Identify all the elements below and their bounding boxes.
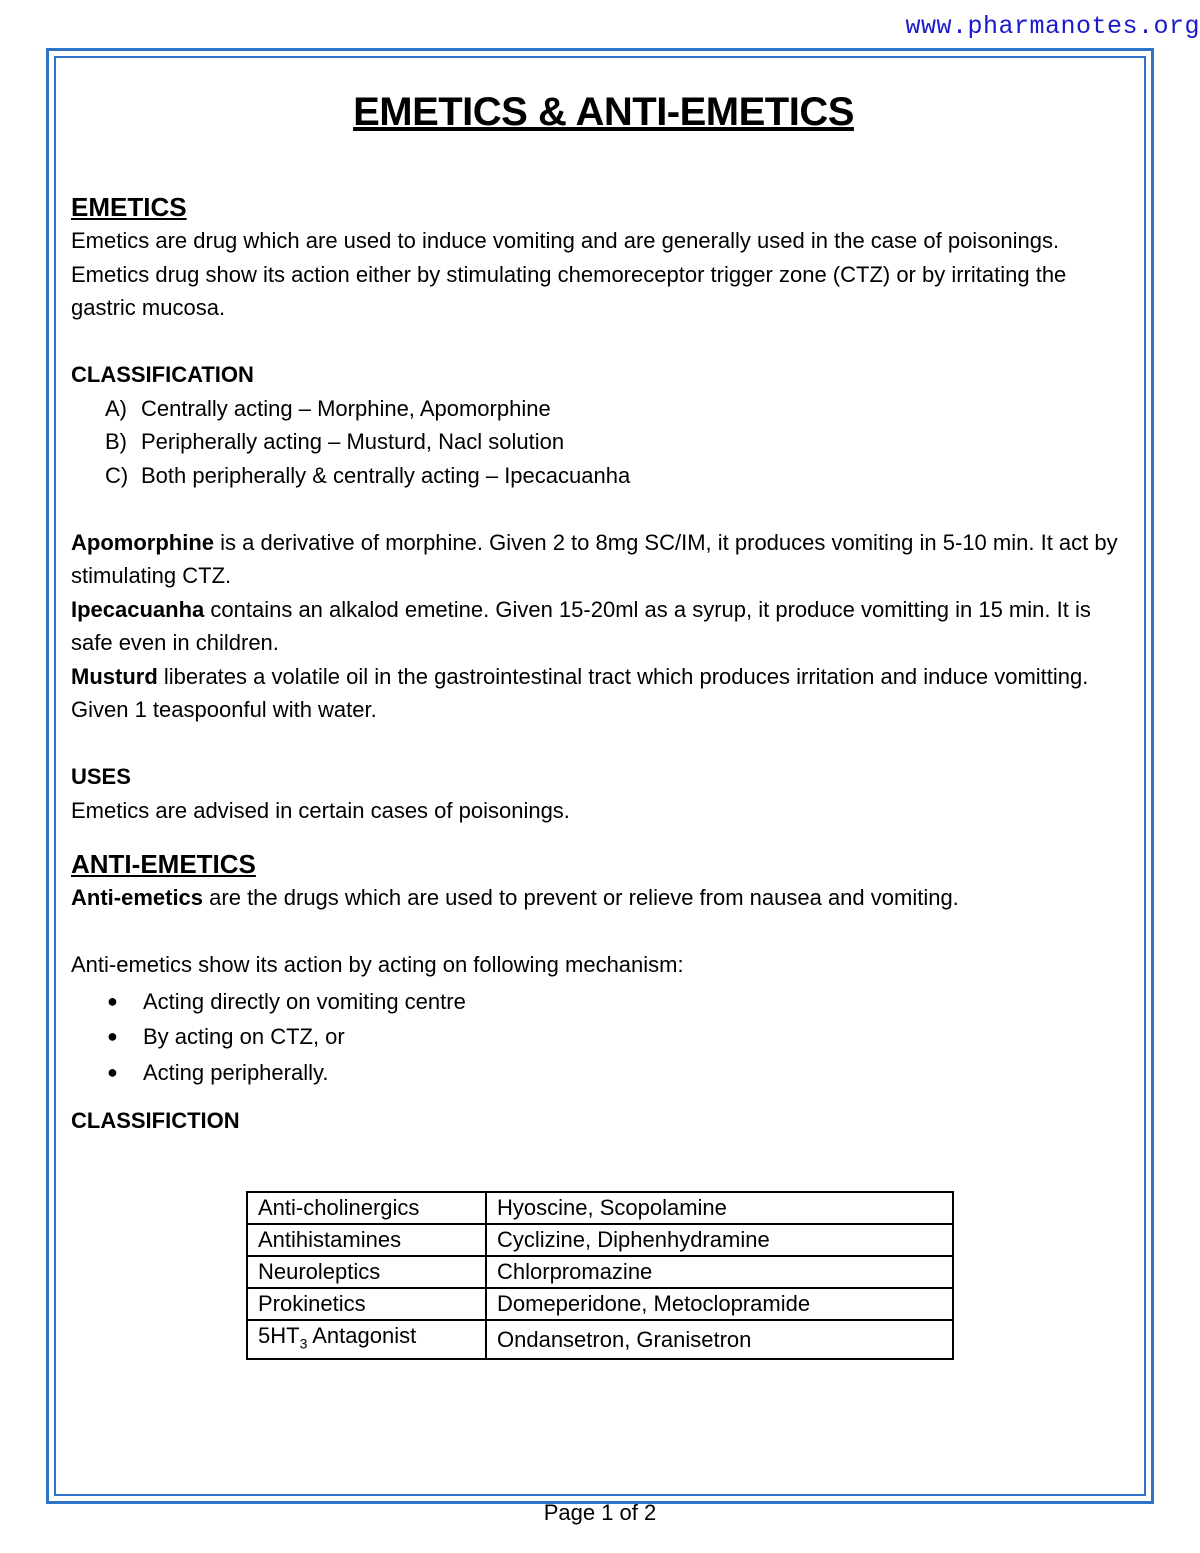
list-item: ● Acting peripherally. bbox=[107, 1055, 1136, 1091]
drug-apomorphine: Apomorphine is a derivative of morphine. Given 2 to 8mg SC/IM, it produces vomiting in 5-10 min. It act by stimulating CTZ. bbox=[71, 529, 1118, 588]
anti-emetics-heading: ANTI-EMETICS bbox=[71, 849, 256, 879]
bullet-icon: ● bbox=[107, 1026, 118, 1046]
document-body bbox=[71, 80, 1136, 1138]
list-item: ● Acting directly on vomiting centre bbox=[107, 984, 1136, 1020]
uses-heading: USES bbox=[71, 764, 131, 789]
table-row bbox=[247, 1288, 953, 1320]
bullet-icon: ● bbox=[107, 1061, 118, 1082]
table-cell-drugs: Cyclizine, Diphenhydramine bbox=[486, 1224, 953, 1256]
emetics-action: Emetics drug show its action either by stimulating chemoreceptor trigger zone (CTZ) or by irritating the gastric mucosa. bbox=[71, 261, 1067, 320]
table-cell-drugs: Hyoscine, Scopolamine bbox=[486, 1192, 953, 1224]
anti-emetics-classification-heading: CLASSIFICTION bbox=[71, 1108, 240, 1133]
table-row bbox=[247, 1224, 953, 1256]
emetics-heading: EMETICS bbox=[71, 192, 187, 222]
list-item: A) Centrally acting – Morphine, Apomorphine bbox=[105, 395, 551, 421]
table-cell-drugs: Ondansetron, Granisetron bbox=[486, 1320, 953, 1359]
anti-emetics-classification-table bbox=[246, 1191, 954, 1360]
bullet-icon: ● bbox=[107, 990, 118, 1011]
table-row bbox=[247, 1256, 953, 1288]
table-cell-drugs: Chlorpromazine bbox=[486, 1256, 953, 1288]
table-cell-class: Antihistamines bbox=[247, 1224, 486, 1256]
page-title: EMETICS & ANTI-EMETICS bbox=[353, 90, 854, 134]
table-cell-class: Neuroleptics bbox=[247, 1256, 486, 1288]
table-row bbox=[247, 1192, 953, 1224]
list-item: B) Peripherally acting – Musturd, Nacl solution bbox=[105, 429, 565, 454]
anti-emetics-definition: Anti-emetics are the drugs which are used to prevent or relieve from nausea and vomiting. bbox=[71, 885, 959, 910]
page-number: Page 1 of 2 bbox=[543, 1500, 657, 1525]
emetics-definition: Emetics are drug which are used to induce vomiting and are generally used in the case of poisonings. bbox=[71, 228, 1060, 253]
uses-text: Emetics are advised in certain cases of poisonings. bbox=[71, 797, 570, 823]
list-item: C) Both peripherally & centrally acting – Ipecacuanha bbox=[105, 462, 631, 488]
drug-ipecacuanha: Ipecacuanha contains an alkalod emetine. Given 15-20ml as a syrup, it produce vomitting in 15 min. It is safe even in children. bbox=[71, 596, 1091, 655]
list-item: ● By acting on CTZ, or bbox=[107, 1019, 1136, 1055]
emetics-classification-list bbox=[71, 392, 1136, 493]
drug-musturd: Musturd liberates a volatile oil in the gastrointestinal tract which produces irritation and induce vomitting. Given 1 teaspoonful with water. bbox=[71, 663, 1089, 722]
table-cell-class: Prokinetics bbox=[247, 1288, 486, 1320]
table-cell-drugs: Domeperidone, Metoclopramide bbox=[486, 1288, 953, 1320]
table-cell-class: Anti-cholinergics bbox=[247, 1192, 486, 1224]
emetics-classification-heading: CLASSIFICATION bbox=[71, 362, 254, 387]
table-row bbox=[247, 1320, 953, 1359]
mechanism-list bbox=[71, 984, 1136, 1091]
table-cell-class: $5HT_3$ Antagonist bbox=[247, 1320, 486, 1359]
site-url[interactable]: www.pharmanotes.org bbox=[905, 12, 1200, 41]
mechanism-intro: Anti-emetics show its action by acting on following mechanism: bbox=[71, 952, 684, 977]
